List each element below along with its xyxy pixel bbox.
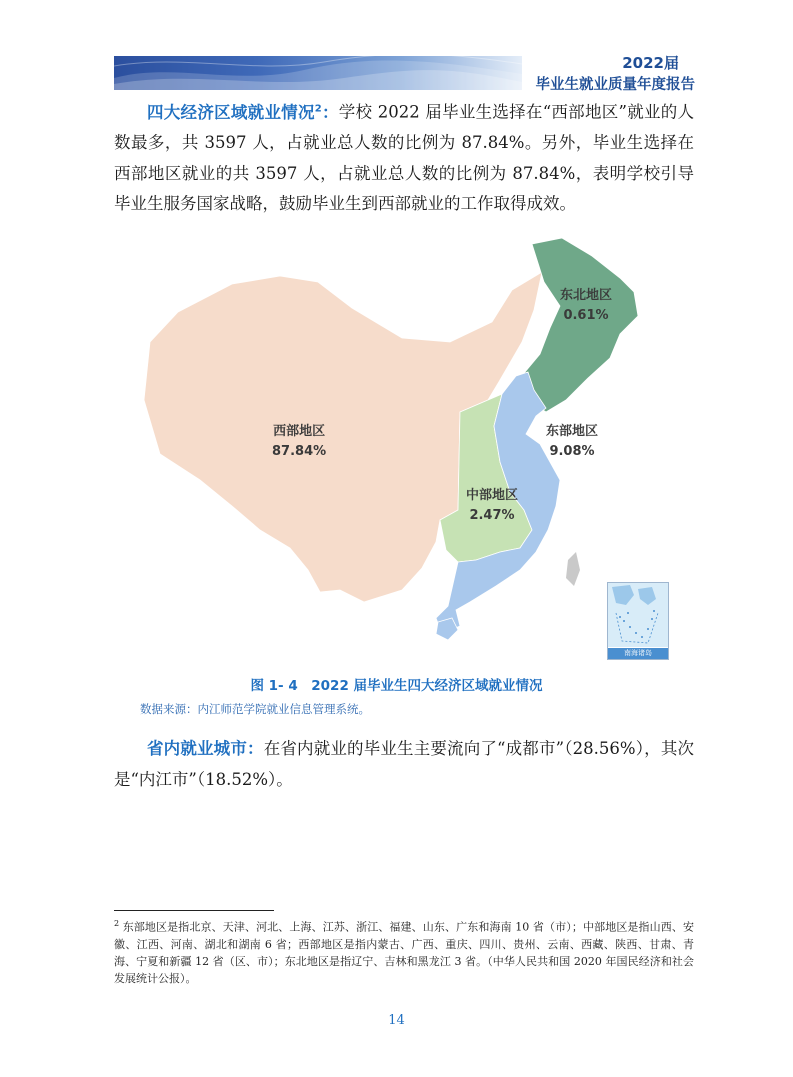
map-label-east: 东部地区 9.08% [546, 424, 599, 459]
map-label-west: 西部地区 87.84% [272, 424, 327, 459]
inset-label: 南海诸岛 [608, 648, 668, 659]
page-number: 14 [388, 1013, 405, 1028]
data-source-note: 数据来源：内江师范学院就业信息管理系统。 [140, 702, 370, 716]
header-title: 毕业生就业质量年度报告 [535, 77, 695, 93]
footnote-text: 东部地区是指北京、天津、河北、上海、江苏、浙江、福建、山东、广东和海南 10 省（市）；中部地区是指山西、安徽、江西、河南、湖北和湖南 6 省；西部地区是指内蒙古、广西、重庆、四川、贵州、云南、西藏、陕西、甘肃、青海、宁夏和新疆 12 省（区、市）；东北地区是指辽宁、吉林和黑龙江 3 省。（中华人民共和国 2020 年国民经济和社会发展统计公报）。 [114, 920, 694, 985]
regions-body-text: 学校 2022 届毕业生选择在“西部地区”就业的人数最多，共 3597 人，占就业总人数的比例为 87.84%。另外，毕业生选择在西部地区就业的共 3597 人，占就业总人数的比例为 87.84%，表明学校引导毕业生服务国家战略，鼓励毕业生到西部就业的工作取得成效。 [114, 102, 695, 213]
map-label-northeast: 东北地区 0.61% [560, 288, 613, 323]
header-year: 2022届 [622, 54, 679, 72]
footnote [114, 915, 694, 987]
section-lead-regions: 四大经济区域就业情况$^2$： [147, 102, 339, 122]
south-china-sea-inset [607, 582, 669, 660]
section-lead-cities: 省内就业城市： [147, 739, 264, 758]
regional-employment-paragraph [114, 94, 694, 220]
figure-caption: 图 1- 4 2022 届毕业生四大经济区域就业情况 [250, 678, 543, 694]
header-banner [114, 56, 522, 90]
map-taiwan [566, 552, 580, 586]
footnote-divider [114, 910, 274, 911]
footnote-mark: 2 [114, 919, 120, 928]
provincial-city-paragraph [114, 734, 694, 795]
footnote-ref[interactable]: 2 [314, 103, 322, 114]
map-label-central: 中部地区 2.47% [466, 488, 519, 523]
cities-body-text: 在省内就业的毕业生主要流向了“成都市”（28.56%），其次是“内江市”（18.52%）。 [114, 739, 695, 789]
china-region-map [140, 230, 670, 660]
